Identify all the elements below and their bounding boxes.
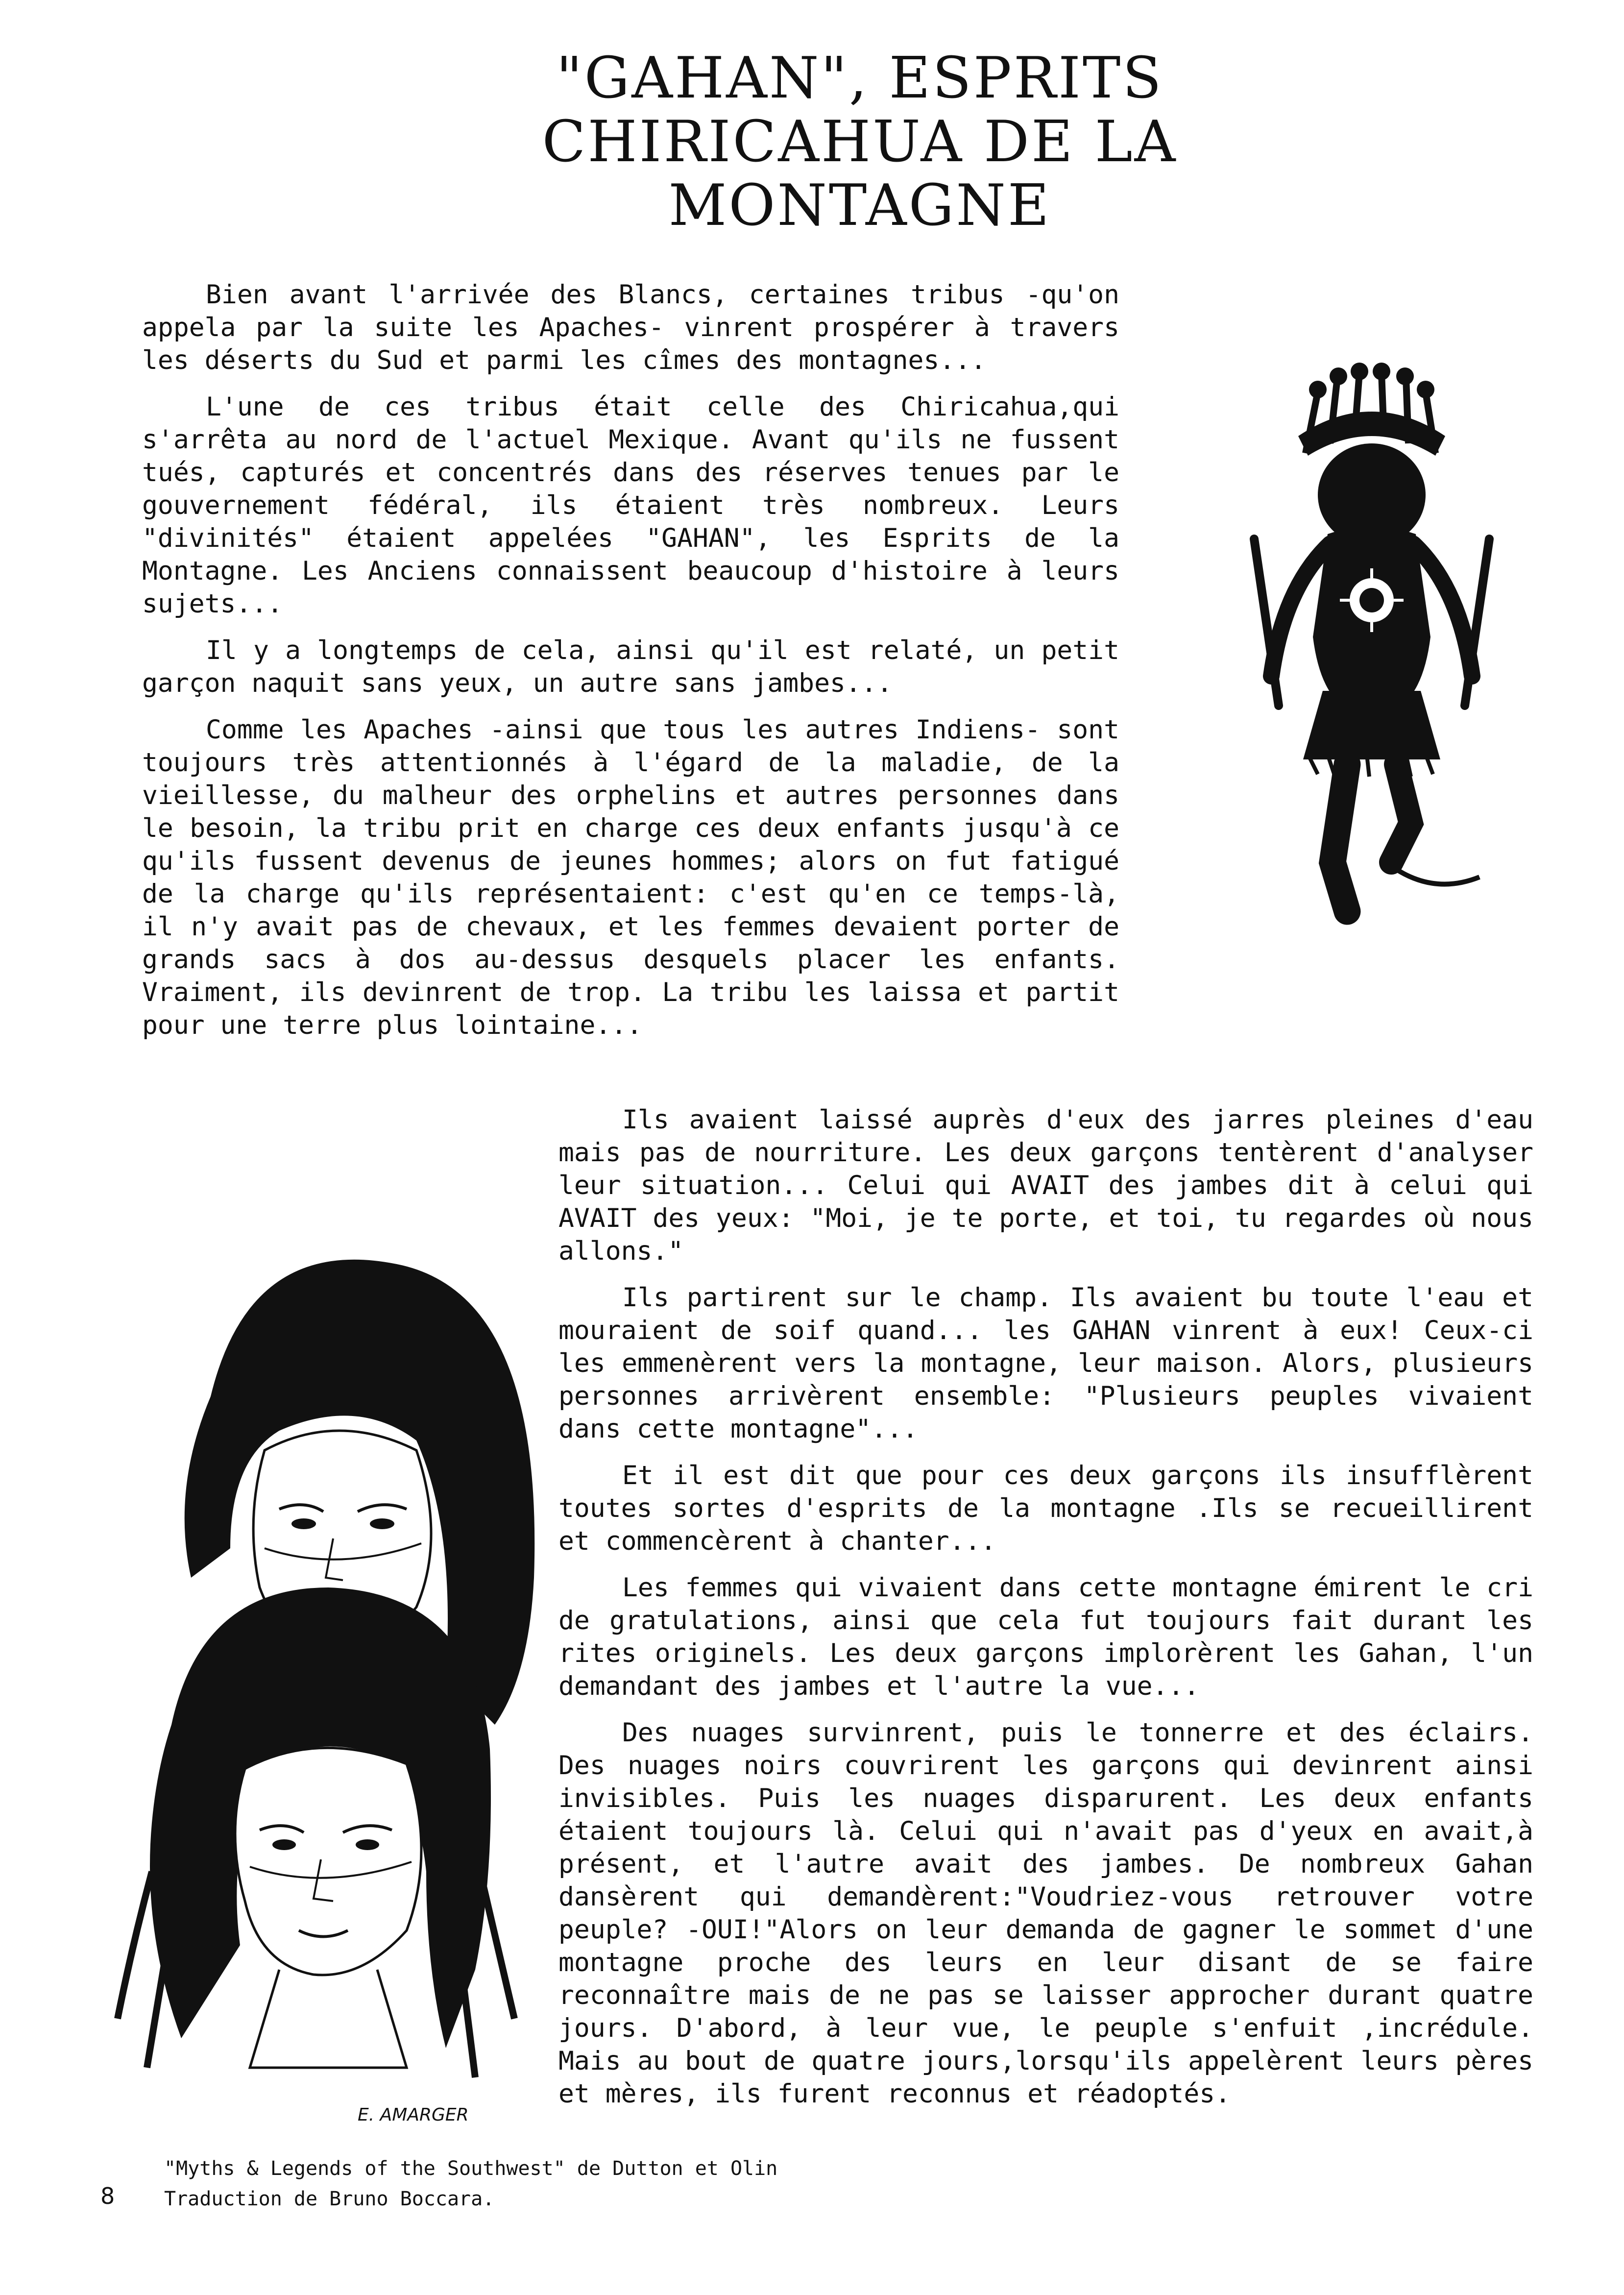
title-line-1: "GAHAN", ESPRITS [556, 45, 1163, 111]
two-faces-illustration [103, 1235, 554, 2117]
paragraph: Ils avaient laissé auprès d'eux des jarres pleines d'eau mais pas de nourriture. Les deux garçons tentèrent d'analyser leur situation... Celui qui AVAIT des jambes dit à celui qui AVAIT des yeux: "Moi, je te porte, et toi, tu regardes où nous allons." [558, 1105, 1533, 1266]
paragraph: L'une de ces tribus était celle des Chiricahua,qui s'arrêta au nord de l'actuel Mexique. Avant qu'ils ne fussent tués, capturés et concentrés dans des réserves tenues par le gouvernement fédéral, ils étaient très nombreux. Leurs "divinités" étaient appelées "GAHAN", les Esprits de la Montagne. Les Anciens connaissent beaucoup d'histoire à leurs sujets... [142, 392, 1119, 619]
paragraph: Des nuages survinrent, puis le tonnerre et des éclairs. Des nuages noirs couvrirent les garçons qui devinrent ainsi invisibles. Puis les nuages disparurent. Les deux enfants étaient toujours là. Celui qui n'avait pas d'yeux en avait,à présent, et l'autre avait des jambes. De nombreux Gahan dansèrent qui demandèrent:"Voudriez-vous retrouver votre peuple? -OUI!"Alors on leur demanda de gagner le sommet d'une montagne proche des leurs en leur disant de se faire reconnaître mais de ne pas se laisser approcher durant quatre jours. D'abord, à leur vue, le peuple s'enfuit ,incrédule. Mais au bout de quatre jours,lorsqu'ils appelèrent leurs pères et mères, ils furent reconnus et réadoptés. [558, 1718, 1533, 2109]
title-line-3: MONTAGNE [668, 172, 1051, 239]
paragraph: Comme les Apaches -ainsi que tous les autres Indiens- sont toujours très attentionnés à l'égard de la maladie, de la vieillesse, du malheur des orphelins et autres personnes dans le besoin, la tribu prit en charge ces deux enfants jusqu'à ce qu'ils fussent devenus de jeunes hommes; alors on fut fatigué de la charge qu'ils représentaient: c'est qu'en ce temps-là, il n'y avait pas de chevaux, et les femmes devaient porter de grands sacs à dos au-dessus desquels placer les enfants. Vraiment, ils devinrent de trop. La tribu les laissa et partit pour une terre plus lointaine... [142, 715, 1119, 1040]
paragraph: Et il est dit que pour ces deux garçons ils insufflèrent toutes sortes d'esprits de la montagne .Ils se recueillirent et commencèrent à chanter... [558, 1461, 1533, 1556]
gahan-dancer-illustration [1225, 333, 1519, 941]
paragraph: Ils partirent sur le champ. Ils avaient bu toute l'eau et mouraient de soif quand... les GAHAN vinrent à eux! Ceux-ci les emmenèrent vers la montagne, leur maison. Alors, plusieurs personnes arrivèrent ensemble: "Plusieurs peuples vivaient dans cette montagne"... [558, 1283, 1533, 1444]
credits [164, 2153, 777, 2214]
illustrator-signature: E. AMARGER [358, 2105, 469, 2125]
article-column-bottom [558, 1103, 1533, 2124]
page-number: 8 [100, 2183, 115, 2209]
source-credit: "Myths & Legends of the Southwest" de Dutton et Olin [164, 2157, 778, 2180]
page-title [470, 47, 1249, 238]
translation-credit: Traduction de Bruno Boccara. [164, 2188, 495, 2210]
title-line-2: CHIRICAHUA DE LA [542, 109, 1178, 175]
paragraph: Il y a longtemps de cela, ainsi qu'il est relaté, un petit garçon naquit sans yeux, un autre sans jambes... [142, 635, 1119, 698]
paragraph: Les femmes qui vivaient dans cette montagne émirent le cri de gratulations, ainsi que cela fut toujours fait durant les rites originels. Les deux garçons implorèrent les Gahan, l'un demandant des jambes et l'autre la vue... [558, 1573, 1533, 1701]
article-column-top [142, 278, 1119, 1055]
paragraph: Bien avant l'arrivée des Blancs, certaines tribus -qu'on appela par la suite les Apaches- vinrent prospérer à travers les déserts du Sud et parmi les cîmes des montagnes... [142, 280, 1119, 375]
